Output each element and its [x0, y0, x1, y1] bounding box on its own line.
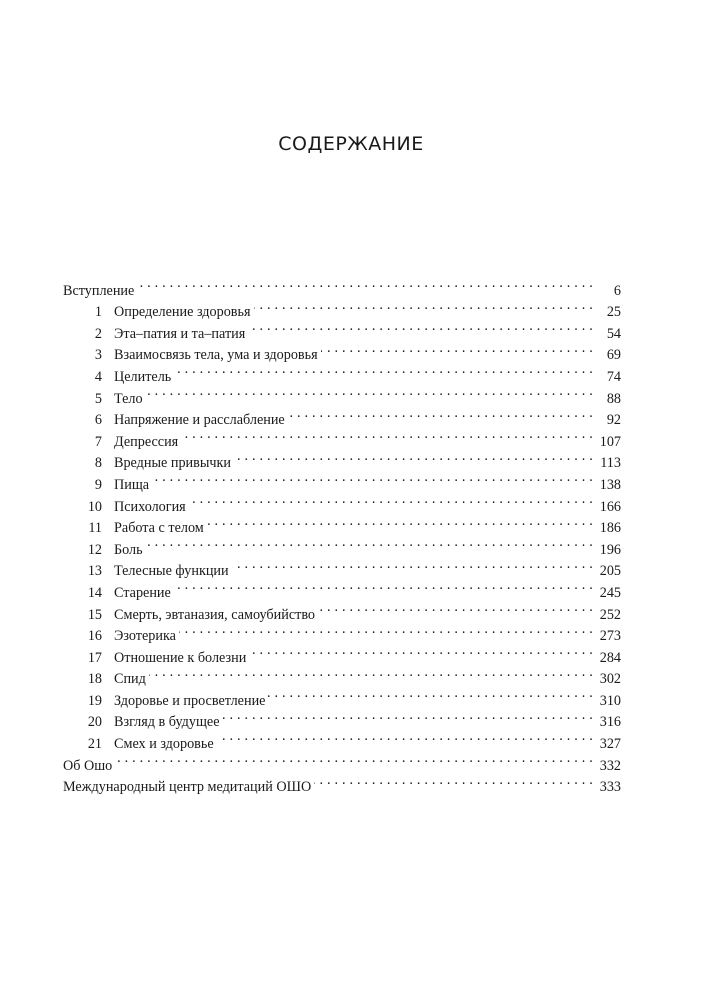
toc-entry-intro[interactable]	[63, 273, 621, 299]
dot-leader	[115, 748, 593, 770]
chapter-page: 316	[599, 714, 621, 731]
chapter-title: Вредные привычки	[114, 455, 231, 472]
chapter-page: 92	[606, 412, 621, 429]
chapter-number: 18	[87, 671, 102, 688]
chapter-number: 16	[87, 628, 102, 645]
chapter-title: Депрессия	[114, 433, 179, 450]
toc-entry-page: 332	[599, 757, 621, 774]
chapter-number: 2	[94, 325, 102, 342]
chapter-title: Эта–патия и та–патия	[114, 325, 246, 342]
chapter-title: Смерть, эвтаназия, самоубийство	[114, 606, 316, 623]
dot-leader	[207, 511, 593, 533]
chapter-title: Отношение к болезни	[114, 649, 247, 666]
dot-leader	[146, 532, 593, 554]
dot-leader	[223, 705, 594, 727]
chapter-page: 107	[599, 433, 621, 450]
chapter-title: Боль	[114, 541, 143, 558]
chapter-title: Смех и здоровье	[114, 736, 214, 753]
chapter-title: Напряжение и расслабление	[114, 412, 285, 429]
chapter-title: Определение здоровья	[114, 304, 251, 321]
chapter-number: 10	[87, 498, 102, 515]
chapter-number: 9	[94, 476, 102, 493]
toc-entry-chapter-13[interactable]	[63, 554, 621, 580]
chapter-number: 19	[87, 692, 102, 709]
dot-leader	[288, 403, 593, 425]
toc-entry-page: 333	[599, 779, 621, 796]
chapter-page: 25	[606, 304, 621, 321]
chapter-number: 5	[94, 390, 102, 407]
dot-leader	[189, 489, 593, 511]
chapter-number: 17	[87, 649, 102, 666]
chapter-page: 302	[599, 671, 621, 688]
dot-leader	[181, 424, 593, 446]
dot-leader	[254, 295, 593, 317]
chapter-number: 15	[87, 606, 102, 623]
dot-leader	[268, 683, 593, 705]
chapter-title: Спид	[114, 671, 146, 688]
chapter-title: Тело	[114, 390, 143, 407]
dot-leader	[248, 316, 593, 338]
dot-leader	[234, 446, 593, 468]
dot-leader	[249, 640, 593, 662]
chapter-number: 21	[87, 736, 102, 753]
toc-entry-about[interactable]	[63, 748, 621, 774]
chapter-title: Целитель	[114, 368, 172, 385]
chapter-page: 88	[606, 390, 621, 407]
chapter-number: 8	[94, 455, 102, 472]
dot-leader	[174, 359, 593, 381]
chapter-page: 74	[606, 368, 621, 385]
page-title: СОДЕРЖАНИЕ	[278, 133, 424, 155]
dot-leader	[232, 554, 593, 576]
chapter-number: 13	[87, 563, 102, 580]
dot-leader	[314, 770, 593, 792]
chapter-page: 205	[599, 563, 621, 580]
chapter-title: Психология	[114, 498, 186, 515]
dot-leader	[318, 597, 593, 619]
chapter-title: Телесные функции	[114, 563, 229, 580]
chapter-page: 273	[599, 628, 621, 645]
toc-entry-chapter-1[interactable]	[63, 295, 621, 321]
chapter-number: 3	[94, 347, 102, 364]
chapter-page: 69	[606, 347, 621, 364]
toc-entry-title: Вступление	[63, 282, 135, 299]
dot-leader	[149, 662, 593, 684]
chapter-page: 252	[599, 606, 621, 623]
chapter-page: 196	[599, 541, 621, 558]
chapter-title: Взаимосвязь тела, ума и здоровья	[114, 347, 318, 364]
chapter-page: 113	[600, 455, 621, 472]
chapter-title: Эзотерика	[114, 628, 176, 645]
dot-leader	[152, 467, 593, 489]
chapter-number: 7	[94, 433, 102, 450]
chapter-page: 284	[599, 649, 621, 666]
chapter-title: Пища	[114, 476, 150, 493]
toc-entry-page: 6	[613, 282, 621, 299]
toc-entry-title: Об Ошо	[63, 757, 113, 774]
chapter-title: Работа с телом	[114, 520, 204, 537]
chapter-number: 12	[87, 541, 102, 558]
toc-entry-chapter-5[interactable]	[63, 381, 621, 407]
chapter-number: 14	[87, 584, 102, 601]
chapter-page: 54	[606, 325, 621, 342]
dot-leader	[137, 273, 593, 295]
chapter-number: 4	[94, 368, 102, 385]
chapter-page: 186	[599, 520, 621, 537]
toc-entry-chapter-12[interactable]	[63, 532, 621, 558]
toc-entry-center[interactable]	[63, 770, 621, 796]
chapter-number: 20	[87, 714, 102, 731]
dot-leader	[146, 381, 593, 403]
chapter-title: Старение	[114, 584, 171, 601]
table-of-contents	[63, 273, 621, 796]
chapter-number: 1	[94, 304, 102, 321]
chapter-number: 6	[94, 412, 102, 429]
dot-leader	[179, 619, 593, 641]
dot-leader	[174, 575, 593, 597]
chapter-page: 166	[599, 498, 621, 515]
chapter-page: 138	[599, 476, 621, 493]
toc-entry-title: Международный центр медитаций ОШО	[63, 779, 312, 796]
dot-leader	[217, 726, 593, 748]
chapter-page: 327	[599, 736, 621, 753]
chapter-title: Здоровье и просветление	[114, 692, 266, 709]
dot-leader	[321, 338, 593, 360]
chapter-page: 245	[599, 584, 621, 601]
toc-entry-chapter-6[interactable]	[63, 403, 621, 429]
chapter-page: 310	[599, 692, 621, 709]
chapter-title: Взгляд в будущее	[114, 714, 220, 731]
chapter-number: 11	[88, 520, 102, 537]
